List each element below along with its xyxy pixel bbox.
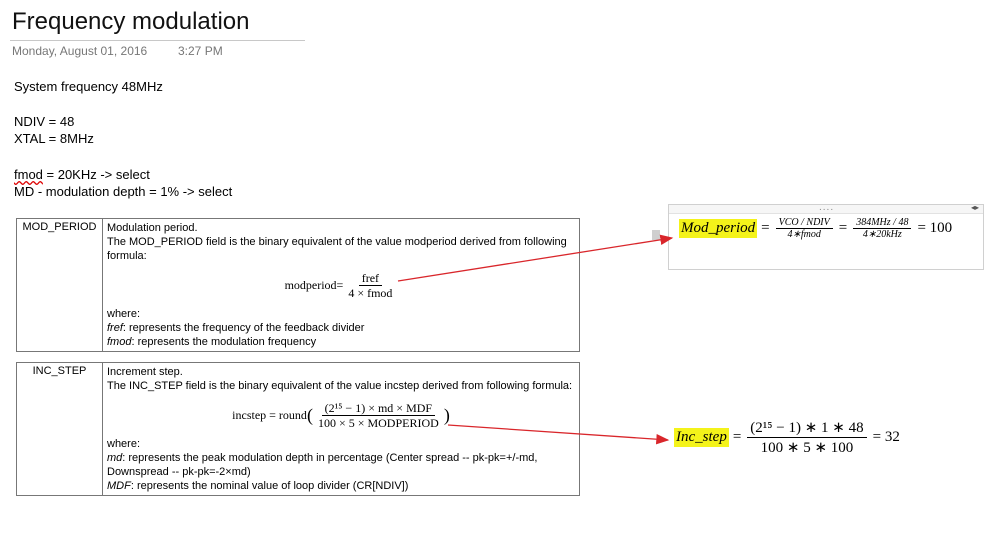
mod-period-label: Mod_period <box>681 220 756 236</box>
formula-denominator: 100 × 5 × MODPERIOD <box>317 415 439 430</box>
formula-lhs: modperiod= <box>284 278 344 292</box>
register-name: MOD_PERIOD <box>17 219 103 352</box>
description-body: The MOD_PERIOD field is the binary equivalent of the value modperiod derived from following formula: <box>107 236 567 262</box>
inc-step-equation: Inc_step = $\frac{\text{(2¹⁵ − 1) ∗ 1 ∗ 48}}{100 ∗ 5 ∗ 100}$ = 32 <box>676 420 900 456</box>
formula-lhs: incstep = round <box>232 408 307 422</box>
fref-definition: fref: represents the frequency of the feedback divider <box>107 322 365 334</box>
page-time: 3:27 PM <box>178 44 223 58</box>
page-title: Frequency modulation <box>12 8 250 35</box>
note-ndiv: NDIV = 48 <box>14 114 75 129</box>
formula-numerator: (2¹⁵ − 1) × md × MDF <box>322 401 435 416</box>
container-grip-dots[interactable]: .... <box>819 202 835 213</box>
note-system-frequency: System frequency 48MHz <box>14 79 163 94</box>
description-body: The INC_STEP field is the binary equivalent of the value incstep derived from following formula: <box>107 380 573 392</box>
note-xtal: XTAL = 8MHz <box>14 131 94 146</box>
where-label: where: <box>107 438 141 450</box>
inc-step-fraction: $\frac{\text{(2¹⁵ − 1) ∗ 1 ∗ 48}}{100 ∗ 5 ∗ 100}$ <box>747 418 866 457</box>
note-md: MD - modulation depth = 1% -> select <box>14 184 233 199</box>
md-definition: md: represents the peak modulation depth in percentage (Center spread -- pk-pk=+/-md, Downspread -- pk-pk=-2×md) <box>107 452 538 478</box>
mod-period-equation: Mod_period = $\frac{\text{VCO / NDIV}}{\text{4∗fmod}}$ = $\frac{\text{384MHz / 48}}{\text{4∗20kHz}}$ = 100 <box>681 217 953 240</box>
inc-step-result: = 32 <box>872 429 900 445</box>
formula-numerator: fref <box>359 271 382 286</box>
register-name: INC_STEP <box>17 363 103 496</box>
mdf-definition: MDF: represents the nominal value of loop divider (CR[NDIV]) <box>107 480 409 492</box>
mod-period-result: = 100 <box>917 220 953 236</box>
arrow-to-mod-period <box>398 238 672 281</box>
inc-step-label: Inc_step <box>676 429 727 445</box>
note-fmod-value: = 20KHz -> select <box>42 167 150 182</box>
description-heading: Increment step. <box>107 366 183 378</box>
incstep-formula: incstep = round ( $\frac{\text{(2¹⁵ − 1) × md × MDF}}{\text{100 × 5 × MODPERIOD}}$ ) <box>232 400 450 430</box>
container-resize-arrows-icon[interactable]: ◂▸ <box>970 203 979 212</box>
page-date: Monday, August 01, 2016 <box>12 44 148 58</box>
arrow-to-inc-step <box>448 425 668 440</box>
spellcheck-word[interactable]: fmod <box>14 167 43 182</box>
fmod-definition: fmod: represents the modulation frequency <box>107 336 317 348</box>
vco-fraction: $\frac{\text{VCO / NDIV}}{\text{4∗fmod}}$ <box>776 217 833 240</box>
where-label: where: <box>107 308 141 320</box>
frequency-fraction: $\frac{\text{384MHz / 48}}{\text{4∗20kHz}}$ <box>853 217 911 240</box>
formula-denominator: 4 × fmod <box>348 285 393 300</box>
description-heading: Modulation period. <box>107 222 198 234</box>
